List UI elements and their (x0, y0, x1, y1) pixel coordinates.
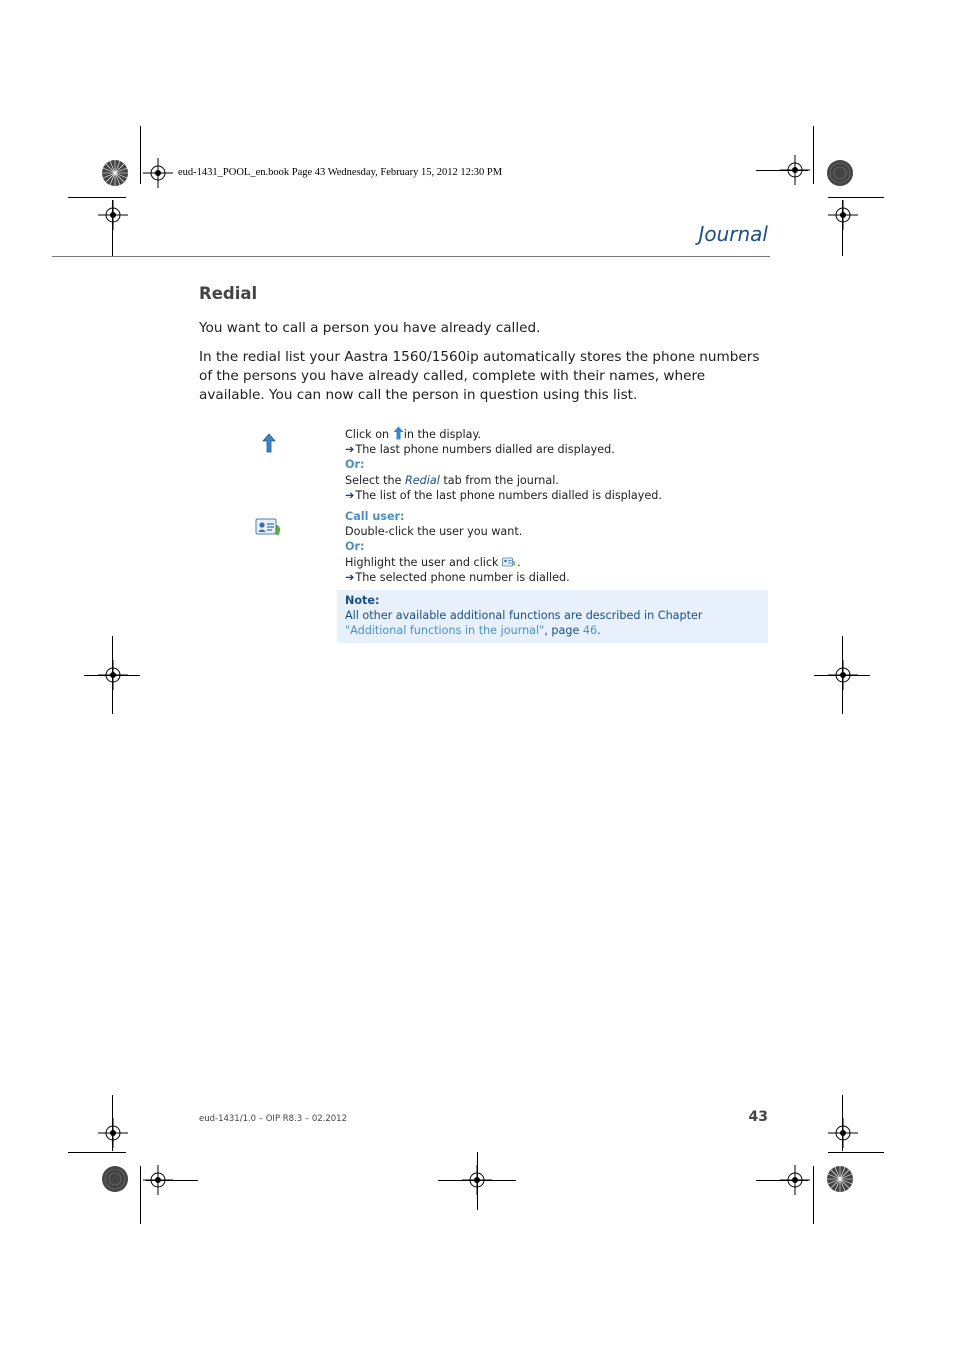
print-header: eud-1431_POOL_en.book Page 43 Wednesday, February 15, 2012 12:30 PM (178, 167, 503, 178)
page-number: 43 (748, 1109, 768, 1125)
step1-result1: ➔The last phone numbers dialled are displayed. (345, 443, 615, 457)
step1-line1: Click on in the display. (345, 428, 482, 441)
note-label: Note: (345, 594, 380, 607)
up-arrow-icon (393, 426, 404, 440)
section-title: Redial (199, 284, 258, 303)
crosshair-mark (828, 1118, 858, 1148)
registration-mark (825, 158, 855, 188)
step2-line2: Highlight the user and click . (345, 555, 521, 569)
body-paragraph: In the redial list your Aastra 1560/1560ip automatically stores the phone numbers of the persons you have already called, complete with their names, where available. You can now call the person in question using this list. (199, 349, 760, 403)
redial-tab-reference: Redial (405, 473, 440, 487)
footer-doc-id: eud-1431/1.0 – OIP R8.3 – 02.2012 (199, 1114, 347, 1124)
crosshair-mark (143, 158, 173, 188)
note-body: All other available additional functions are described in Chapter "Additional functions in the journal", page 46. (345, 609, 703, 638)
registration-mark (100, 158, 130, 188)
running-title: Journal (698, 222, 768, 246)
registration-mark (825, 1164, 855, 1194)
header-rule (52, 256, 770, 257)
chapter-link[interactable]: "Additional functions in the journal" (345, 624, 545, 638)
note (345, 593, 763, 639)
step2-heading: Call user: (345, 510, 405, 523)
call-user-icon (255, 517, 283, 539)
registration-mark (100, 1164, 130, 1194)
call-user-icon (502, 557, 517, 568)
step2-or: Or: (345, 540, 365, 554)
result-arrow-icon: ➔ (345, 443, 355, 457)
step-call-user (345, 509, 765, 585)
step1-line2: Select the Redial tab from the journal. (345, 473, 559, 487)
up-arrow-icon (262, 433, 276, 453)
result-arrow-icon: ➔ (345, 570, 355, 584)
step2-line1: Double-click the user you want. (345, 525, 523, 539)
step1-or: Or: (345, 458, 365, 472)
crosshair-mark (828, 200, 858, 230)
step-redial-list (345, 426, 765, 503)
crosshair-mark (98, 200, 128, 230)
crosshair-mark (98, 1118, 128, 1148)
intro-paragraph: You want to call a person you have already called. (199, 320, 541, 336)
step2-result: ➔The selected phone number is dialled. (345, 570, 570, 584)
page-link[interactable]: 46 (582, 624, 598, 638)
step1-result2: ➔The list of the last phone numbers dialled is displayed. (345, 488, 662, 502)
result-arrow-icon: ➔ (345, 488, 355, 502)
